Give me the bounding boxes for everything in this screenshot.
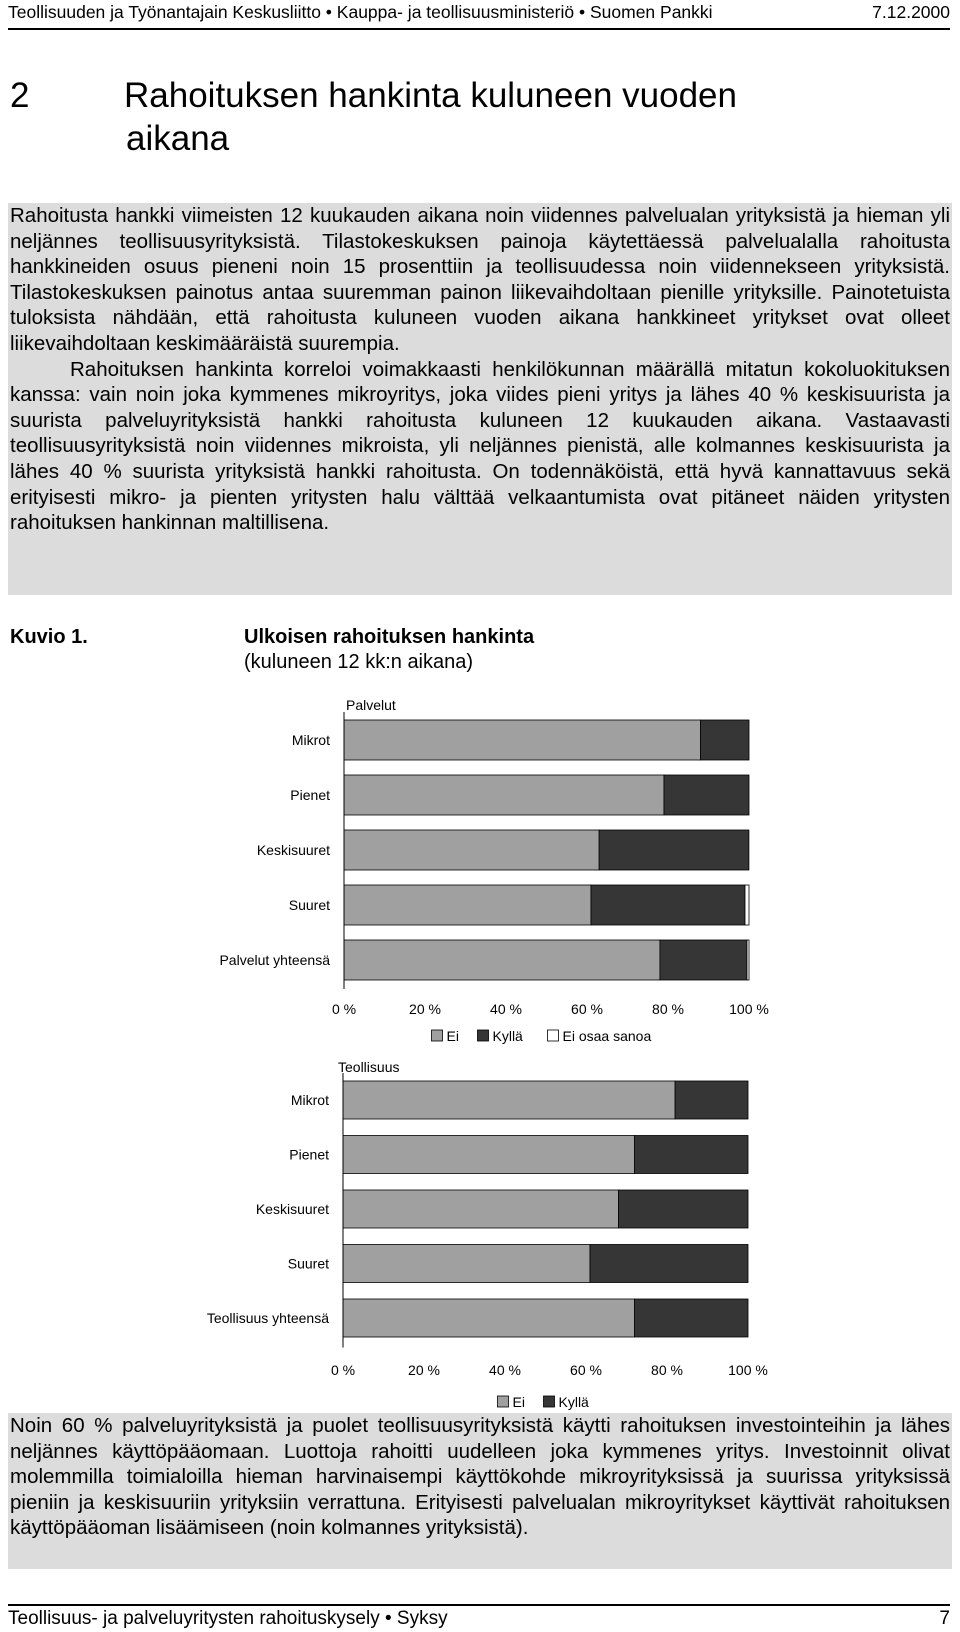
footer-page-number: 7 (939, 1608, 950, 1629)
chart-2-bar-kyllä (618, 1190, 748, 1228)
chart-1-x-tick-label: 60 % (571, 1001, 603, 1017)
chart-2-category-label: Teollisuus yhteensä (206, 1310, 329, 1326)
intro-paragraph-2: Rahoituksen hankinta korreloi voimakkaasti henkilökunnan määrällä mitatun kokoluokituksen kanssa: vain noin joka kymmenes mikroyritys, joka viides pieni yritys ja lähes 40 % keskisuurista ja suurista palveluyrityksistä hankki rahoitusta kuluneen 12 kuukauden aikana. Vastaavasti teollisuusyrityksistä noin viidennes mikroista, yli neljännes pienistä, alle kolmannes keskisuurista ja lähes 40 % suurista yrityksistä hankki rahoitusta. On todennäköistä, että hyvä kannattavuus sekä erityisesti mikro- ja pienten yritysten halu välttää velkaantumista ovat pitäneet näiden yritysten rahoituksen hankinnan maltillisena. (10, 357, 950, 535)
chart-2-bar-kyllä (635, 1136, 748, 1174)
chart-1-bar-kyllä (700, 720, 749, 760)
chart-2-category-label: Pienet (289, 1146, 329, 1163)
section-title-line2: aikana (126, 119, 230, 158)
chart-2-title: Teollisuus (338, 1059, 400, 1075)
chart-2-legend-swatch (544, 1396, 555, 1407)
chart-1-bar-ei (344, 885, 591, 925)
chart-1-bar-ei-osaa-sanoa (745, 885, 749, 925)
figure-subtitle: (kuluneen 12 kk:n aikana) (244, 651, 474, 673)
chart-2-x-tick-label: 20 % (408, 1362, 440, 1378)
header-publishers: Teollisuuden ja Työnantajain Keskusliitto • Kauppa- ja teollisuusministeriö • Suomen Pankki (8, 2, 713, 22)
chart-1-x-tick-label: 40 % (490, 1001, 522, 1017)
chart-1-x-tick-label: 0 % (331, 1001, 357, 1017)
chart-1-x-tick-label: 100 % (729, 1001, 769, 1017)
chart-2-bar-kyllä (635, 1299, 748, 1337)
chart-2-x-tick-label: 80 % (651, 1362, 683, 1378)
chart-1-legend-label: Ei osaa sanoa (562, 1028, 652, 1044)
chart-2-category-label: Keskisuuret (255, 1201, 329, 1217)
chart-2-bar-ei (343, 1299, 635, 1337)
chart-1-bar-kyllä (591, 885, 745, 925)
chart-1-category-label: Suuret (288, 897, 330, 913)
chart-1-bar-kyllä (660, 940, 747, 980)
chart-1-x-tick-label: 20 % (409, 1001, 441, 1017)
chart-1-title: Palvelut (346, 697, 396, 713)
section-number: 2 (10, 76, 30, 115)
figure-title: Ulkoisen rahoituksen hankinta (244, 626, 535, 648)
chart-1-category-label: Palvelut yhteensä (219, 952, 330, 968)
chart-1-bar-ei (344, 940, 660, 980)
footer-publication: Teollisuus- ja palveluyritysten rahoituskysely • Syksy (8, 1608, 448, 1629)
chart-2-x-tick-label: 40 % (489, 1362, 521, 1378)
chart-2-legend-label: Kyllä (558, 1394, 589, 1410)
chart-2-bar-ei (343, 1190, 618, 1228)
chart-1-legend-label: Ei (446, 1028, 459, 1044)
chart-2-x-tick-label: 100 % (728, 1362, 768, 1378)
chart-1-category-label: Keskisuuret (256, 842, 330, 858)
chart-1-legend-label: Kyllä (492, 1028, 523, 1044)
chart-1-bar-kyllä (599, 830, 749, 870)
closing-text-block (8, 1413, 952, 1569)
chart-1-bar-ei (344, 775, 664, 815)
chart-1-category-label: Mikrot (291, 732, 330, 748)
chart-2-legend-swatch (498, 1396, 509, 1407)
chart-1-bar-ei (344, 830, 599, 870)
chart-2-bar-ei (343, 1081, 675, 1119)
chart-1-category-label: Pienet (290, 787, 330, 803)
chart-2-bar-ei (343, 1245, 590, 1283)
chart-1-bar-ei (344, 720, 700, 760)
chart-2-x-tick-label: 0 % (330, 1362, 356, 1378)
chart-2-bar-kyllä (590, 1245, 748, 1283)
page-footer (8, 1604, 950, 1632)
chart-2-bar-kyllä (675, 1081, 748, 1119)
chart-2-bar-ei (343, 1136, 635, 1174)
chart-1-legend-swatch (478, 1030, 489, 1041)
header-date: 7.12.2000 (872, 2, 950, 22)
chart-1-legend-swatch (548, 1030, 559, 1041)
closing-paragraph: Noin 60 % palveluyrityksistä ja puolet teollisuusyrityksistä käytti rahoituksen investointeihin ja lähes neljännes käyttöpääomaan. Luottoja rahoitti uudelleen joka kymmenes yritys. Investoinnit olivat molemmilla toimialoilla hieman harvinaisempi käyttökohde mikroyrityksissä ja suurissa yrityksissä pieniin ja keskisuuriin yrityksiin verrattuna. Erityisesti palvelualan mikroyritykset käyttivät rahoituksen käyttöpääoman lisäämiseen (noin kolmannes yrityksistä). (10, 1414, 950, 1540)
chart-1-bar-ei-osaa-sanoa (747, 940, 749, 980)
chart-2-category-label: Suuret (287, 1255, 329, 1272)
chart-2-legend-label: Ei (512, 1394, 525, 1410)
intro-paragraph-1: Rahoitusta hankki viimeisten 12 kuukauden aikana noin viidennes palvelualan yrityksistä ja hieman yli neljännes teollisuusyrityksistä. Tilastokeskuksen painoja käytettäessä palvelualalla rahoitusta hankkineiden osuus pieneni noin 15 prosenttiin ja teollisuudessa noin viidennekseen yrityksistä. Tilastokeskuksen painotus antaa suuremman painon liikevaihdoltaan pienille yrityksille. Painotetuista tuloksista nähdään, että rahoitusta kuluneen vuoden aikana hankkineet yritykset ovat olleet liikevaihdoltaan keskimääräistä suurempia. (10, 204, 950, 355)
chart-2-x-tick-label: 60 % (570, 1362, 602, 1378)
chart-2-category-label: Mikrot (290, 1092, 329, 1108)
chart-1-x-tick-label: 80 % (652, 1001, 684, 1017)
chart-1-bar-kyllä (664, 775, 749, 815)
chart-1-legend-swatch (432, 1030, 443, 1041)
section-title-line1: Rahoituksen hankinta kuluneen vuoden (124, 76, 737, 115)
figure-label: Kuvio 1. (10, 626, 88, 648)
